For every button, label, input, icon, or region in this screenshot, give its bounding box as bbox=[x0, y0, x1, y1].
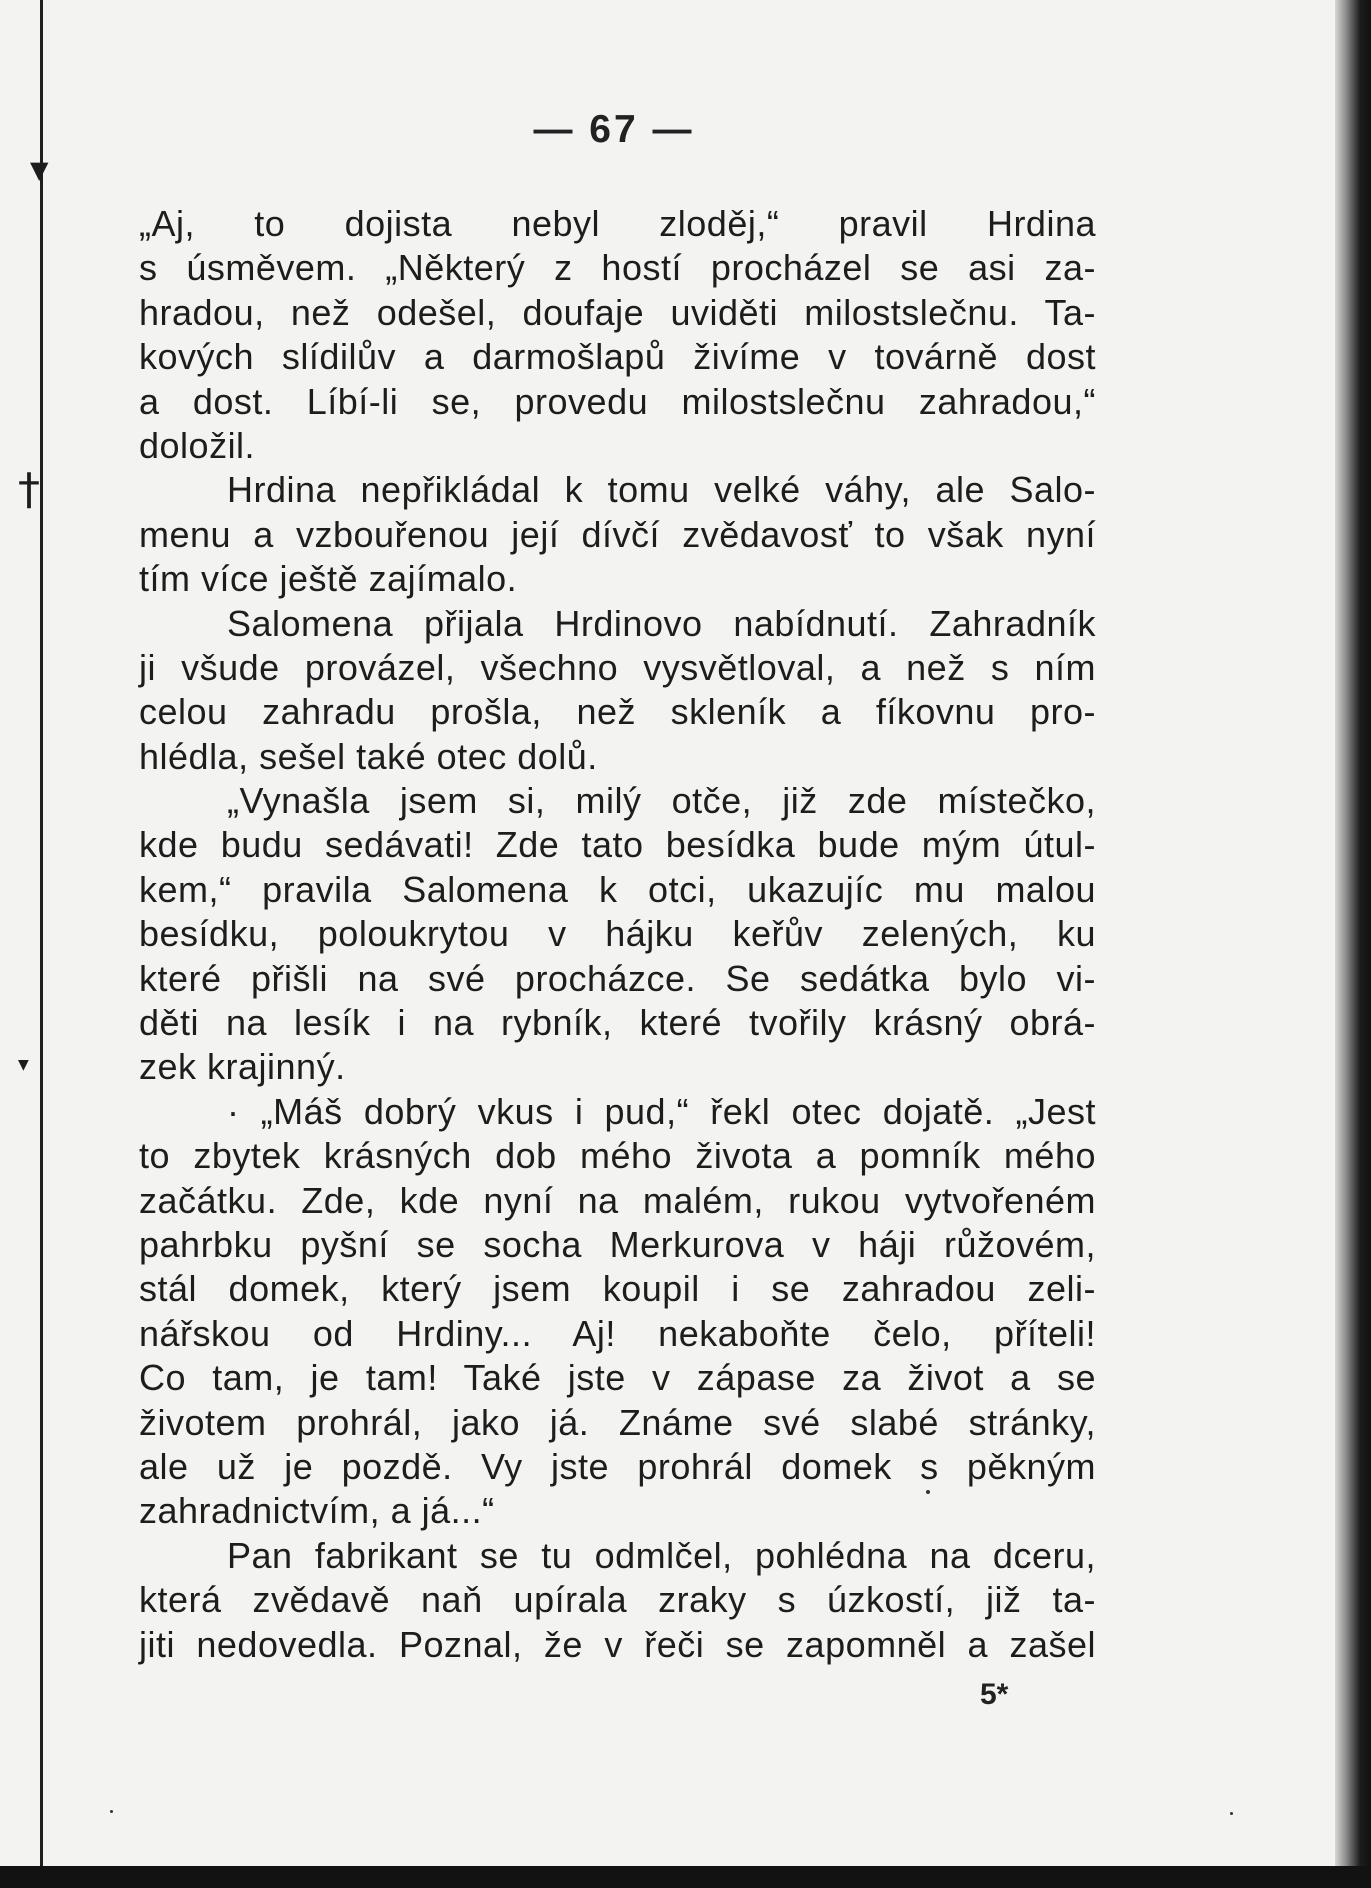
text-line: jiti nedovedla. Poznal, že v řeči se zapomněl a zašel bbox=[139, 1623, 1096, 1665]
text-line: kem,“ pravila Salomena k otci, ukazujíc mu malou bbox=[139, 868, 1096, 910]
dust-speck bbox=[110, 1810, 113, 1813]
text-line: „Vynašla jsem si, milý otče, již zde místečko, bbox=[227, 780, 1096, 822]
body-text bbox=[139, 202, 1096, 1667]
page-edge-line bbox=[40, 0, 43, 1888]
page-shadow-right bbox=[1335, 0, 1371, 1888]
text-line: menu a vzbouřenou její dívčí zvědavosť to však nyní bbox=[139, 513, 1096, 555]
text-line: děti na lesík i na rybník, které tvořily krásný obrá- bbox=[139, 1002, 1096, 1044]
dagger-icon: † bbox=[18, 464, 40, 515]
text-line: celou zahradu prošla, než skleník a fíkovnu pro- bbox=[139, 691, 1096, 733]
text-line: Pan fabrikant se tu odmlčel, pohlédna na dceru, bbox=[227, 1534, 1096, 1576]
text-line: nářskou od Hrdiny... Aj! nekaboňte čelo, příteli! bbox=[139, 1312, 1096, 1354]
signature-mark: 5* bbox=[980, 1678, 1009, 1711]
text-line: Co tam, je tam! Také jste v zápase za život a se bbox=[139, 1357, 1096, 1399]
text-line: ji všude provázel, všechno vysvětloval, a než s ním bbox=[139, 646, 1096, 688]
text-line: besídku, poloukrytou v hájku keřův zelených, ku bbox=[139, 913, 1096, 955]
page-shadow-bottom bbox=[0, 1866, 1371, 1888]
text-line: s úsměvem. „Některý z hostí procházel se asi za- bbox=[139, 247, 1096, 289]
page-number: — 67 — bbox=[533, 108, 695, 151]
arrow-down-icon: ▼ bbox=[30, 156, 49, 184]
text-line: ale už je pozdě. Vy jste prohrál domek s pěkným bbox=[139, 1445, 1096, 1487]
text-line: to zbytek krásných dob mého života a pomník mého bbox=[139, 1135, 1096, 1177]
arrow-down-icon: ▼ bbox=[18, 1057, 29, 1073]
text-line: která zvědavě naň upírala zraky s úzkostí, již ta- bbox=[139, 1579, 1096, 1621]
text-line: zahradnictvím, a já...“ bbox=[139, 1490, 495, 1532]
text-line: Salomena přijala Hrdinovo nabídnutí. Zahradník bbox=[227, 602, 1096, 644]
text-line: Hrdina nepřikládal k tomu velké váhy, ale Salo- bbox=[227, 469, 1096, 511]
text-line: tím více ještě zajímalo. bbox=[139, 558, 518, 600]
text-line: stál domek, který jsem koupil i se zahradou zeli- bbox=[139, 1268, 1096, 1310]
text-line: hlédla, sešel také otec dolů. bbox=[139, 735, 598, 777]
text-line: doložil. bbox=[139, 424, 256, 466]
text-line: · „Máš dobrý vkus i pud,“ řekl otec dojatě. „Jest bbox=[227, 1090, 1096, 1132]
text-line: kde budu sedávati! Zde tato besídka bude mým útul- bbox=[139, 824, 1096, 866]
text-line: životem prohrál, jako já. Známe své slabé stránky, bbox=[139, 1401, 1096, 1443]
dust-speck bbox=[926, 1490, 930, 1494]
text-line: pahrbku pyšní se socha Merkurova v háji růžovém, bbox=[139, 1223, 1096, 1265]
text-line: hradou, než odešel, doufaje uviděti milostslečnu. Ta- bbox=[139, 291, 1096, 333]
dust-speck bbox=[1230, 1812, 1233, 1815]
text-line: které přišli na své procházce. Se sedátka bylo vi- bbox=[139, 957, 1096, 999]
text-line: kových slídilův a darmošlapů živíme v továrně dost bbox=[139, 336, 1096, 378]
text-line: a dost. Líbí-li se, provedu milostslečnu zahradou,“ bbox=[139, 380, 1096, 422]
text-line: začátku. Zde, kde nyní na malém, rukou vytvořeném bbox=[139, 1179, 1096, 1221]
text-line: „Aj, to dojista nebyl zloděj,“ pravil Hrdina bbox=[139, 203, 1096, 244]
text-line: zek krajinný. bbox=[139, 1046, 346, 1088]
